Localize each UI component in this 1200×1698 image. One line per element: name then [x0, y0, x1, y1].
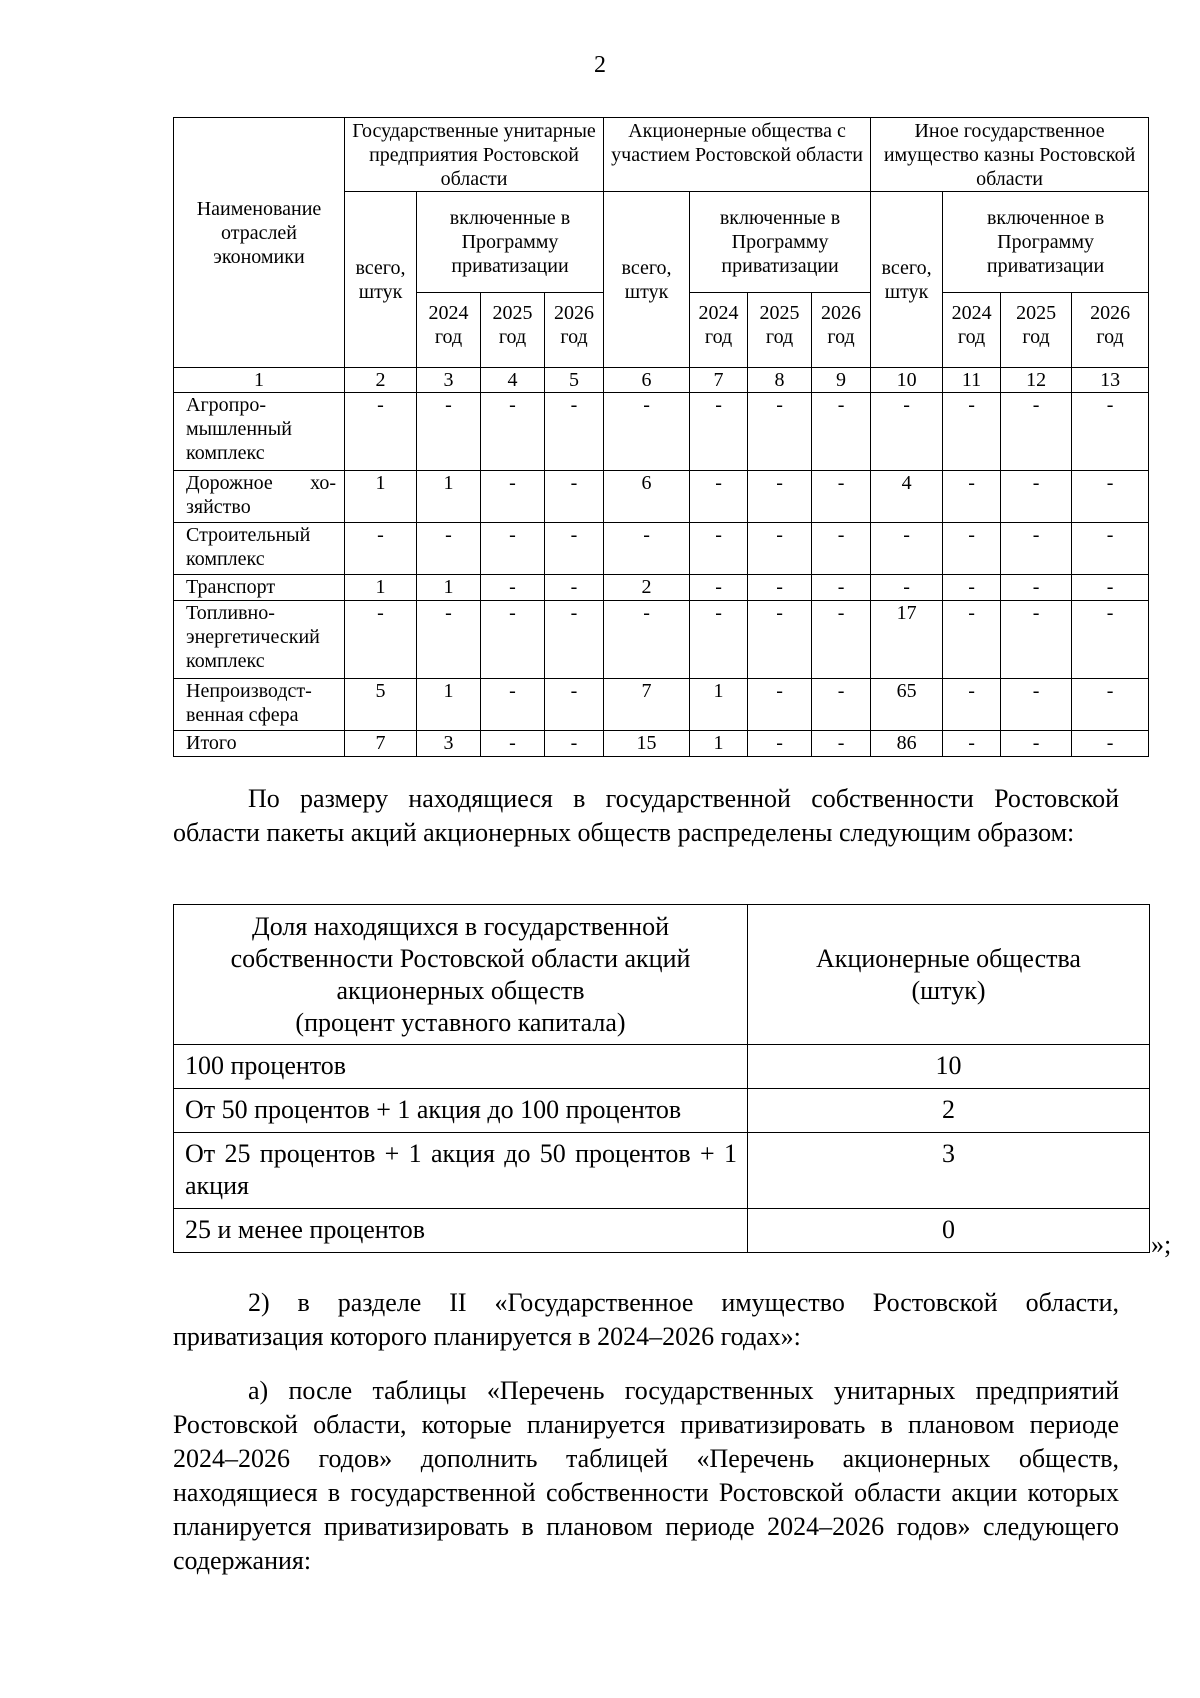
cell-value: -	[481, 731, 545, 757]
included-header: включенные в Программу приватизации	[417, 192, 604, 293]
share-value: 0	[748, 1209, 1150, 1253]
table-row	[174, 575, 1149, 601]
cell-value: 1	[690, 731, 748, 757]
paragraph-section-ii	[173, 1286, 1119, 1354]
cell-value: -	[812, 575, 871, 601]
sector-name: Дорожное хо-зяйство	[174, 471, 345, 523]
cell-value: -	[345, 523, 417, 575]
cell-value: -	[748, 679, 812, 731]
cell-value: 2	[604, 575, 690, 601]
cell-value: 6	[604, 471, 690, 523]
group-header: Акционерные общества с участием Ростовской области	[604, 118, 871, 192]
paragraph-text: а) после таблицы «Перечень государственных унитарных предприятий Ростовской области, которые планируется приватизировать в плановом периоде 2024–2026 годов» дополнить таблицей «Перечень акционерных обществ, находящиеся в государственной собственности Ростовской области акции которых планируется приватизировать в плановом периоде 2024–2026 годов» следующего содержания:	[173, 1376, 1119, 1575]
cell-value: 1	[417, 471, 481, 523]
sector-name: Агропро-мышленный комплекс	[174, 393, 345, 471]
cell-value: 1	[417, 679, 481, 731]
cell-value: -	[481, 393, 545, 471]
cell-value: 1	[417, 575, 481, 601]
table-row	[174, 679, 1149, 731]
share-value: 2	[748, 1089, 1150, 1133]
cell-value: -	[943, 523, 1001, 575]
cell-value: -	[545, 575, 604, 601]
closing-quote: »;	[1151, 1230, 1172, 1259]
table-row	[174, 601, 1149, 679]
table-row	[174, 1209, 1150, 1253]
cell-value: -	[1001, 679, 1072, 731]
cell-value: -	[812, 523, 871, 575]
share-header-sub: (процент уставного капитала)	[295, 1007, 626, 1037]
cell-value: -	[943, 731, 1001, 757]
companies-header-text: Акционерные общества	[816, 943, 1081, 973]
included-header: включенные в Программу приватизации	[690, 192, 871, 293]
column-number: 2	[345, 368, 417, 393]
table-row	[174, 1089, 1150, 1133]
cell-value: -	[1001, 471, 1072, 523]
included-header: включенное в Программу приватизации	[943, 192, 1149, 293]
share-table	[173, 904, 1150, 1253]
cell-value: -	[604, 601, 690, 679]
column-number: 12	[1001, 368, 1072, 393]
year-header: 2025 год	[481, 293, 545, 368]
cell-value: -	[1072, 393, 1149, 471]
cell-value: -	[604, 393, 690, 471]
year-header: 2026 год	[812, 293, 871, 368]
share-label: 100 процентов	[174, 1045, 748, 1089]
cell-value: -	[1001, 393, 1072, 471]
cell-value: -	[690, 471, 748, 523]
cell-value: -	[1072, 575, 1149, 601]
cell-value: -	[690, 575, 748, 601]
table-row	[174, 1045, 1150, 1089]
cell-value: -	[481, 575, 545, 601]
cell-value: -	[1001, 575, 1072, 601]
companies-header-sub: (штук)	[911, 975, 986, 1005]
table-row	[174, 523, 1149, 575]
sector-name: Итого	[174, 731, 345, 757]
sector-name: Непроизводст-венная сфера	[174, 679, 345, 731]
column-number: 1	[174, 368, 345, 393]
column-number: 11	[943, 368, 1001, 393]
cell-value: 3	[417, 731, 481, 757]
total-header: всего, штук	[345, 192, 417, 368]
sector-name: Топливно-энергетический комплекс	[174, 601, 345, 679]
cell-value: -	[871, 523, 943, 575]
cell-value: 1	[345, 471, 417, 523]
cell-value: -	[1072, 601, 1149, 679]
cell-value: -	[1001, 523, 1072, 575]
cell-value: -	[943, 601, 1001, 679]
cell-value: -	[871, 393, 943, 471]
cell-value: -	[545, 393, 604, 471]
cell-value: -	[481, 679, 545, 731]
column-number: 13	[1072, 368, 1149, 393]
cell-value: -	[748, 575, 812, 601]
column-number: 3	[417, 368, 481, 393]
cell-value: -	[481, 523, 545, 575]
cell-value: -	[748, 601, 812, 679]
table-row	[174, 471, 1149, 523]
cell-value: -	[748, 523, 812, 575]
cell-value: -	[812, 393, 871, 471]
cell-value: -	[1072, 471, 1149, 523]
share-header-text: Доля находящихся в государственной собственности Ростовской области акций акционерных обществ	[230, 911, 691, 1005]
cell-value: -	[748, 471, 812, 523]
column-number: 4	[481, 368, 545, 393]
column-number: 7	[690, 368, 748, 393]
cell-value: 86	[871, 731, 943, 757]
page-number: 2	[594, 52, 606, 78]
cell-value: 7	[345, 731, 417, 757]
cell-value: -	[417, 601, 481, 679]
group-header: Государственные унитарные предприятия Ростовской области	[345, 118, 604, 192]
cell-value: -	[943, 471, 1001, 523]
column-number: 8	[748, 368, 812, 393]
table-row	[174, 1133, 1150, 1209]
cell-value: -	[690, 601, 748, 679]
cell-value: -	[812, 471, 871, 523]
cell-value: -	[690, 393, 748, 471]
share-value: 10	[748, 1045, 1150, 1089]
cell-value: -	[943, 393, 1001, 471]
paragraph-text: По размеру находящиеся в государственной собственности Ростовской области пакеты акций акционерных обществ распределены следующим образом:	[173, 784, 1119, 847]
cell-value: -	[481, 601, 545, 679]
cell-value: -	[1072, 731, 1149, 757]
table-row	[174, 731, 1149, 757]
table-row	[174, 393, 1149, 471]
paragraph-text: 2) в разделе II «Государственное имущество Ростовской области, приватизация которого планируется в 2024–2026 годах»:	[173, 1288, 1119, 1351]
cell-value: -	[417, 523, 481, 575]
sector-name: Транспорт	[174, 575, 345, 601]
total-header: всего, штук	[871, 192, 943, 368]
cell-value: 65	[871, 679, 943, 731]
cell-value: 5	[345, 679, 417, 731]
year-header: 2024 год	[417, 293, 481, 368]
share-label: От 25 процентов + 1 акция до 50 процентов + 1 акция	[174, 1133, 748, 1209]
column-number: 9	[812, 368, 871, 393]
sector-name: Строительный комплекс	[174, 523, 345, 575]
share-label: От 50 процентов + 1 акция до 100 процентов	[174, 1089, 748, 1133]
cell-value: -	[748, 393, 812, 471]
cell-value: -	[812, 679, 871, 731]
year-header: 2026 год	[545, 293, 604, 368]
cell-value: -	[812, 601, 871, 679]
share-label: 25 и менее процентов	[174, 1209, 748, 1253]
column-numbers-row	[174, 368, 1149, 393]
cell-value: -	[1072, 679, 1149, 731]
cell-value: -	[345, 601, 417, 679]
year-header: 2025 год	[1001, 293, 1072, 368]
cell-value: 4	[871, 471, 943, 523]
cell-value: -	[417, 393, 481, 471]
column-number: 10	[871, 368, 943, 393]
cell-value: 17	[871, 601, 943, 679]
cell-value: 15	[604, 731, 690, 757]
cell-value: -	[690, 523, 748, 575]
cell-value: -	[545, 679, 604, 731]
cell-value: -	[545, 471, 604, 523]
cell-value: -	[748, 731, 812, 757]
share-header	[174, 905, 748, 1045]
year-header: 2024 год	[943, 293, 1001, 368]
stub-header: Наименование отраслей экономики	[174, 118, 345, 368]
cell-value: -	[545, 731, 604, 757]
year-header: 2024 год	[690, 293, 748, 368]
companies-header	[748, 905, 1150, 1045]
cell-value: -	[1001, 731, 1072, 757]
paragraph-share-distribution	[173, 782, 1119, 850]
paragraph-amendment-a	[173, 1374, 1119, 1578]
cell-value: -	[1072, 523, 1149, 575]
cell-value: -	[345, 393, 417, 471]
year-header: 2026 год	[1072, 293, 1149, 368]
cell-value: -	[545, 601, 604, 679]
total-header: всего, штук	[604, 192, 690, 368]
cell-value: -	[812, 731, 871, 757]
cell-value: 7	[604, 679, 690, 731]
sectors-table	[173, 117, 1149, 757]
cell-value: 1	[690, 679, 748, 731]
group-header: Иное государственное имущество казны Ростовской области	[871, 118, 1149, 192]
share-value: 3	[748, 1133, 1150, 1209]
cell-value: -	[545, 523, 604, 575]
cell-value: -	[604, 523, 690, 575]
column-number: 5	[545, 368, 604, 393]
cell-value: -	[943, 679, 1001, 731]
cell-value: -	[871, 575, 943, 601]
cell-value: -	[481, 471, 545, 523]
cell-value: 1	[345, 575, 417, 601]
cell-value: -	[1001, 601, 1072, 679]
column-number: 6	[604, 368, 690, 393]
year-header: 2025 год	[748, 293, 812, 368]
cell-value: -	[943, 575, 1001, 601]
